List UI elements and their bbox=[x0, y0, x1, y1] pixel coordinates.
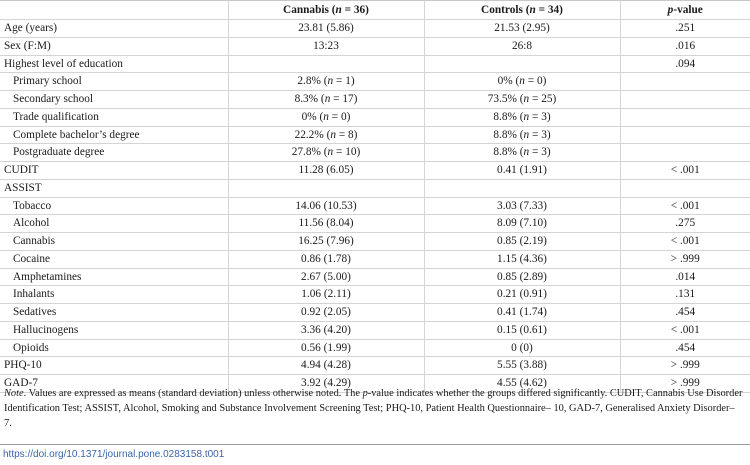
header-p-value bbox=[620, 1, 750, 20]
cell-p-value: > .999 bbox=[620, 375, 750, 393]
cell-controls: 26:8 bbox=[424, 37, 620, 55]
table-row bbox=[0, 197, 750, 215]
cell-p-value: < .001 bbox=[620, 321, 750, 339]
cell-cannabis bbox=[228, 55, 424, 73]
cell-text: = 1) bbox=[333, 75, 355, 88]
cell-n: n bbox=[523, 93, 530, 105]
cell-controls bbox=[424, 108, 620, 126]
cell-cannabis: 3.92 (4.29) bbox=[228, 375, 424, 393]
row-label: Secondary school bbox=[0, 91, 228, 109]
row-label: GAD-7 bbox=[0, 375, 228, 393]
cell-n: n bbox=[523, 128, 530, 141]
table-row bbox=[0, 321, 750, 339]
table-row bbox=[0, 144, 750, 162]
table-row bbox=[0, 91, 750, 109]
cell-p-value bbox=[620, 144, 750, 162]
header-cannabis-n: n bbox=[335, 4, 342, 16]
cell-n: n bbox=[327, 75, 334, 88]
cell-text: = 17) bbox=[330, 93, 358, 105]
cell-text: 8.3% ( bbox=[294, 93, 325, 105]
cell-cannabis: 13:23 bbox=[228, 37, 424, 55]
header-variable bbox=[0, 1, 228, 20]
header-controls-n: n bbox=[529, 4, 536, 16]
cell-controls: 3.03 (7.33) bbox=[424, 197, 620, 215]
cell-text: 0% ( bbox=[497, 75, 520, 88]
cell-controls: 21.53 (2.95) bbox=[424, 20, 620, 38]
cell-n: n bbox=[324, 93, 331, 105]
row-label: Opioids bbox=[0, 339, 228, 357]
cell-cannabis bbox=[228, 126, 424, 144]
table-row bbox=[0, 268, 750, 286]
cell-cannabis: 2.67 (5.00) bbox=[228, 268, 424, 286]
cell-p-value: .014 bbox=[620, 268, 750, 286]
cell-text: = 8) bbox=[336, 128, 358, 141]
row-label: Complete bachelor’s degree bbox=[0, 126, 228, 144]
header-cannabis bbox=[228, 1, 424, 20]
cell-p-value: < .001 bbox=[620, 162, 750, 180]
table-row bbox=[0, 357, 750, 375]
cell-p-value bbox=[620, 126, 750, 144]
cell-cannabis bbox=[228, 144, 424, 162]
cell-text: = 10) bbox=[333, 146, 361, 159]
cell-text: = 0) bbox=[524, 75, 547, 88]
table-row bbox=[0, 215, 750, 233]
table-row bbox=[0, 108, 750, 126]
cell-controls: 8.09 (7.10) bbox=[424, 215, 620, 233]
row-label: PHQ-10 bbox=[0, 357, 228, 375]
row-label: Primary school bbox=[0, 73, 228, 91]
header-controls-prefix: Controls ( bbox=[481, 4, 530, 16]
table-row bbox=[0, 233, 750, 251]
table-header-row bbox=[0, 1, 750, 20]
cell-text: = 3) bbox=[529, 110, 551, 123]
table-row bbox=[0, 339, 750, 357]
cell-controls: 0.41 (1.91) bbox=[424, 162, 620, 180]
cell-n: n bbox=[330, 128, 336, 141]
cell-controls: 0 (0) bbox=[424, 339, 620, 357]
cell-p-value: .454 bbox=[620, 339, 750, 357]
cell-p-value bbox=[620, 73, 750, 91]
header-p: p bbox=[667, 4, 674, 16]
cell-p-value: .251 bbox=[620, 20, 750, 38]
row-label: Amphetamines bbox=[0, 268, 228, 286]
row-label: Cocaine bbox=[0, 250, 228, 268]
cell-controls: 5.55 (3.88) bbox=[424, 357, 620, 375]
cell-cannabis: 16.25 (7.96) bbox=[228, 233, 424, 251]
cell-text: 8.8% ( bbox=[493, 128, 524, 141]
cell-text: = 3) bbox=[529, 128, 551, 141]
cell-n: n bbox=[523, 110, 530, 123]
note-text-2: -value indicates whether the groups differed significantly. CUDIT, Cannabis Use Disorder Identification Test; ASSIST, Alcohol, Smoking and Substance Involvement Screening Test; PHQ-10, Patient Health Questionnaire– 10, GAD-7, Generalised Anxiety Disorder– 7. bbox=[4, 388, 743, 429]
cell-cannabis: 14.06 (10.53) bbox=[228, 197, 424, 215]
row-label: Sedatives bbox=[0, 304, 228, 322]
table-body bbox=[0, 20, 750, 393]
cell-text: 22.2% ( bbox=[294, 128, 331, 141]
cell-controls: 0.21 (0.91) bbox=[424, 286, 620, 304]
table-note bbox=[4, 386, 744, 431]
cell-controls: 1.15 (4.36) bbox=[424, 250, 620, 268]
cell-controls bbox=[424, 55, 620, 73]
doi-link[interactable]: https://doi.org/10.1371/journal.pone.0283158.t001 bbox=[3, 449, 225, 460]
cell-cannabis: 11.28 (6.05) bbox=[228, 162, 424, 180]
footer-divider bbox=[0, 444, 750, 445]
cell-controls bbox=[424, 179, 620, 197]
cell-p-value: < .001 bbox=[620, 197, 750, 215]
note-p: p bbox=[362, 388, 368, 399]
table-row bbox=[0, 73, 750, 91]
cell-cannabis: 11.56 (8.04) bbox=[228, 215, 424, 233]
row-label: ASSIST bbox=[0, 179, 228, 197]
cell-controls bbox=[424, 144, 620, 162]
cell-p-value: .454 bbox=[620, 304, 750, 322]
cell-cannabis: 3.36 (4.20) bbox=[228, 321, 424, 339]
cell-text: 8.8% ( bbox=[493, 110, 524, 123]
table-row bbox=[0, 250, 750, 268]
row-label: Sex (F:M) bbox=[0, 37, 228, 55]
cell-cannabis: 23.81 (5.86) bbox=[228, 20, 424, 38]
cell-controls: 0.15 (0.61) bbox=[424, 321, 620, 339]
cell-p-value bbox=[620, 108, 750, 126]
row-label: Tobacco bbox=[0, 197, 228, 215]
cell-text: = 3) bbox=[529, 146, 551, 159]
cell-cannabis: 4.94 (4.28) bbox=[228, 357, 424, 375]
row-label: Hallucinogens bbox=[0, 321, 228, 339]
header-controls-suffix: = 34) bbox=[535, 4, 563, 16]
cell-cannabis: 0.92 (2.05) bbox=[228, 304, 424, 322]
table-row bbox=[0, 286, 750, 304]
note-text-1: . Values are expressed as means (standard deviation) unless otherwise noted. The bbox=[23, 388, 363, 399]
cell-n: n bbox=[519, 75, 525, 88]
row-label: Cannabis bbox=[0, 233, 228, 251]
row-label: Inhalants bbox=[0, 286, 228, 304]
row-label: CUDIT bbox=[0, 162, 228, 180]
table-row bbox=[0, 304, 750, 322]
cell-text: = 0) bbox=[328, 110, 351, 123]
cell-p-value: > .999 bbox=[620, 250, 750, 268]
cell-cannabis bbox=[228, 73, 424, 91]
cell-controls bbox=[424, 73, 620, 91]
row-label: Trade qualification bbox=[0, 108, 228, 126]
cell-controls bbox=[424, 91, 620, 109]
cell-cannabis: 0.86 (1.78) bbox=[228, 250, 424, 268]
cell-n: n bbox=[323, 110, 329, 123]
table-row bbox=[0, 55, 750, 73]
cell-text: 73.5% ( bbox=[487, 93, 524, 105]
cell-controls: 0.41 (1.74) bbox=[424, 304, 620, 322]
header-cannabis-prefix: Cannabis ( bbox=[283, 4, 336, 16]
cell-n: n bbox=[327, 146, 334, 159]
cell-p-value: .131 bbox=[620, 286, 750, 304]
cell-p-value bbox=[620, 91, 750, 109]
cell-text: 2.8% ( bbox=[297, 75, 328, 88]
header-controls bbox=[424, 1, 620, 20]
table-row bbox=[0, 126, 750, 144]
cell-controls: 0.85 (2.89) bbox=[424, 268, 620, 286]
cell-p-value bbox=[620, 179, 750, 197]
cell-text: 0% ( bbox=[301, 110, 324, 123]
cell-cannabis bbox=[228, 179, 424, 197]
header-p-suffix: -value bbox=[673, 4, 703, 16]
cell-cannabis: 1.06 (2.11) bbox=[228, 286, 424, 304]
header-cannabis-suffix: = 36) bbox=[341, 4, 369, 16]
cell-p-value: .094 bbox=[620, 55, 750, 73]
cell-text: = 25) bbox=[529, 93, 557, 105]
table-row bbox=[0, 20, 750, 38]
cell-p-value: .275 bbox=[620, 215, 750, 233]
cell-cannabis bbox=[228, 108, 424, 126]
note-lead: Note bbox=[4, 388, 24, 399]
cell-controls: 0.85 (2.19) bbox=[424, 233, 620, 251]
cell-controls bbox=[424, 126, 620, 144]
cell-p-value: .016 bbox=[620, 37, 750, 55]
row-label: Postgraduate degree bbox=[0, 144, 228, 162]
cell-cannabis: 0.56 (1.99) bbox=[228, 339, 424, 357]
cell-n: n bbox=[523, 146, 530, 159]
row-label: Age (years) bbox=[0, 20, 228, 38]
cell-p-value: > .999 bbox=[620, 357, 750, 375]
cell-cannabis bbox=[228, 91, 424, 109]
table-row bbox=[0, 162, 750, 180]
table-row bbox=[0, 37, 750, 55]
cell-controls: 4.55 (4.62) bbox=[424, 375, 620, 393]
cell-text: 8.8% ( bbox=[493, 146, 524, 159]
row-label: Alcohol bbox=[0, 215, 228, 233]
table-row bbox=[0, 179, 750, 197]
cell-text: 27.8% ( bbox=[291, 146, 328, 159]
row-label: Highest level of education bbox=[0, 55, 228, 73]
cell-p-value: < .001 bbox=[620, 233, 750, 251]
